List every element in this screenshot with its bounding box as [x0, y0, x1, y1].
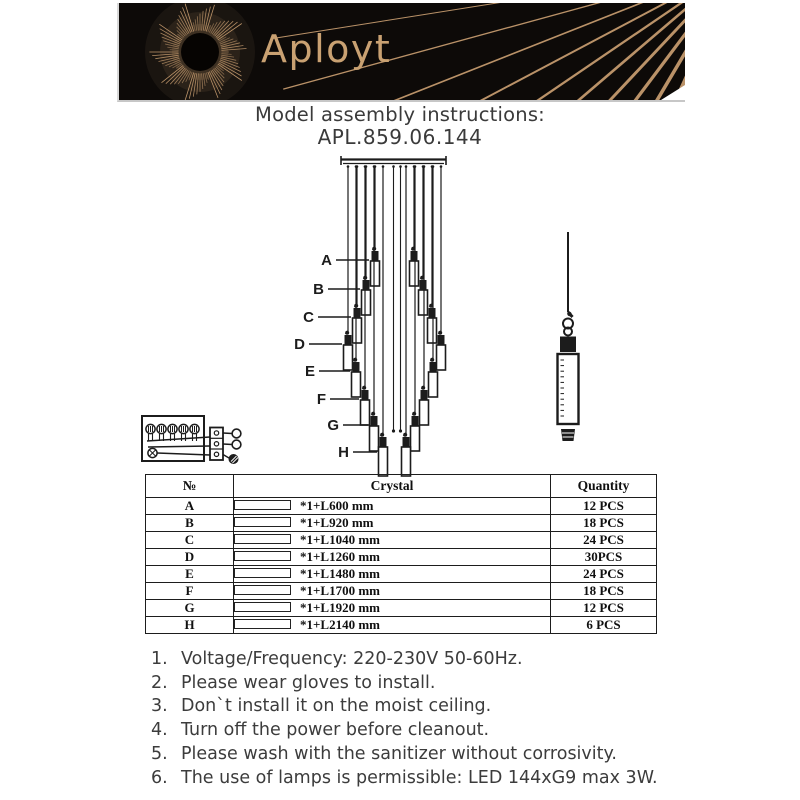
crystal-length: *1+L1040 mm [300, 532, 380, 547]
crystal-shape-icon [234, 585, 291, 595]
instruction-text: Don`t install it on the moist ceiling. [181, 696, 492, 717]
instruction-item [151, 695, 658, 719]
table-row [146, 549, 657, 566]
table-row [146, 617, 657, 634]
crystal-shape-icon [234, 619, 291, 629]
crystal-length: *1+L1260 mm [300, 549, 380, 564]
table-row [146, 532, 657, 549]
column-header-crystal: Crystal [234, 475, 551, 498]
instruction-item [151, 672, 658, 696]
page-title: Model assembly instructions: [255, 103, 545, 126]
crystal-shape-icon [234, 500, 291, 510]
instruction-item [151, 743, 658, 767]
instruction-text: Please wear gloves to install. [181, 672, 436, 693]
column-header-no: № [146, 475, 234, 498]
pendant-label: D [294, 336, 305, 353]
model-number: APL.859.06.144 [317, 125, 483, 149]
instruction-item [151, 767, 658, 791]
quantity-value: 12 PCS [551, 600, 657, 617]
pendant-label: E [304, 363, 315, 380]
row-letter: A [146, 498, 234, 515]
instruction-number: 6. [151, 767, 168, 788]
crystal-shape-icon [234, 551, 291, 561]
single-pendant-drawing [558, 232, 579, 441]
row-letter: G [146, 600, 234, 617]
pendant-label: A [321, 252, 332, 269]
crystal-cell [234, 532, 551, 549]
crystal-shape-icon [234, 568, 291, 578]
parts-table [145, 474, 657, 634]
quantity-value: 24 PCS [551, 532, 657, 549]
row-letter: F [146, 583, 234, 600]
crystal-length: *1+L920 mm [300, 515, 374, 530]
crystal-cell [234, 498, 551, 515]
quantity-value: 30PCS [551, 549, 657, 566]
crystal-cell [234, 515, 551, 532]
brand-logo-text: Aployt [261, 27, 392, 71]
table-header-row [146, 475, 657, 498]
assembly-drawing [0, 150, 800, 480]
table-row [146, 600, 657, 617]
crystal-length: *1+L2140 mm [300, 617, 380, 632]
pendant-label: B [313, 281, 324, 298]
row-letter: E [146, 566, 234, 583]
quantity-value: 6 PCS [551, 617, 657, 634]
row-letter: B [146, 515, 234, 532]
crystal-cell [234, 600, 551, 617]
row-letter: H [146, 617, 234, 634]
table-row [146, 515, 657, 532]
chandelier-drawing [341, 156, 446, 476]
column-header-quantity: Quantity [551, 475, 657, 498]
crystal-shape-icon [234, 534, 291, 544]
title-block [0, 104, 800, 148]
quantity-value: 12 PCS [551, 498, 657, 515]
instruction-text: Please wash with the sanitizer without corrosivity. [181, 743, 617, 764]
crystal-length: *1+L600 mm [300, 498, 374, 513]
row-letter: D [146, 549, 234, 566]
quantity-value: 18 PCS [551, 515, 657, 532]
quantity-value: 24 PCS [551, 566, 657, 583]
instructions-list [151, 648, 658, 790]
instruction-number: 1. [151, 649, 168, 669]
crystal-length: *1+L1920 mm [300, 600, 380, 615]
crystal-cell [234, 566, 551, 583]
quantity-value: 18 PCS [551, 583, 657, 600]
pendant-label: G [327, 417, 339, 434]
pendant-label: C [303, 309, 314, 326]
crystal-cell [234, 583, 551, 600]
pendant-label: F [316, 391, 326, 408]
instruction-item [151, 719, 658, 743]
wiring-diagram [142, 416, 241, 463]
instruction-text: The use of lamps is permissible: LED 144xG9 max 3W. [181, 767, 658, 788]
instruction-number: 2. [151, 672, 168, 693]
row-letter: C [146, 532, 234, 549]
instruction-text: Turn off the power before cleanout. [181, 720, 490, 741]
instruction-item [151, 648, 658, 672]
table-row [146, 498, 657, 515]
pendant-label: H [338, 444, 349, 461]
crystal-length: *1+L1480 mm [300, 566, 380, 581]
table-row [146, 566, 657, 583]
instruction-text: Voltage/Frequency: 220-230V 50-60Hz. [181, 649, 523, 669]
crystal-length: *1+L1700 mm [300, 583, 380, 598]
table-row [146, 583, 657, 600]
crystal-shape-icon [234, 517, 291, 527]
crystal-cell [234, 617, 551, 634]
crystal-shape-icon [234, 602, 291, 612]
instruction-number: 4. [151, 720, 168, 741]
instruction-number: 5. [151, 743, 168, 764]
crystal-cell [234, 549, 551, 566]
banner-art [119, 3, 685, 100]
instruction-number: 3. [151, 696, 168, 717]
brand-banner [117, 3, 685, 102]
